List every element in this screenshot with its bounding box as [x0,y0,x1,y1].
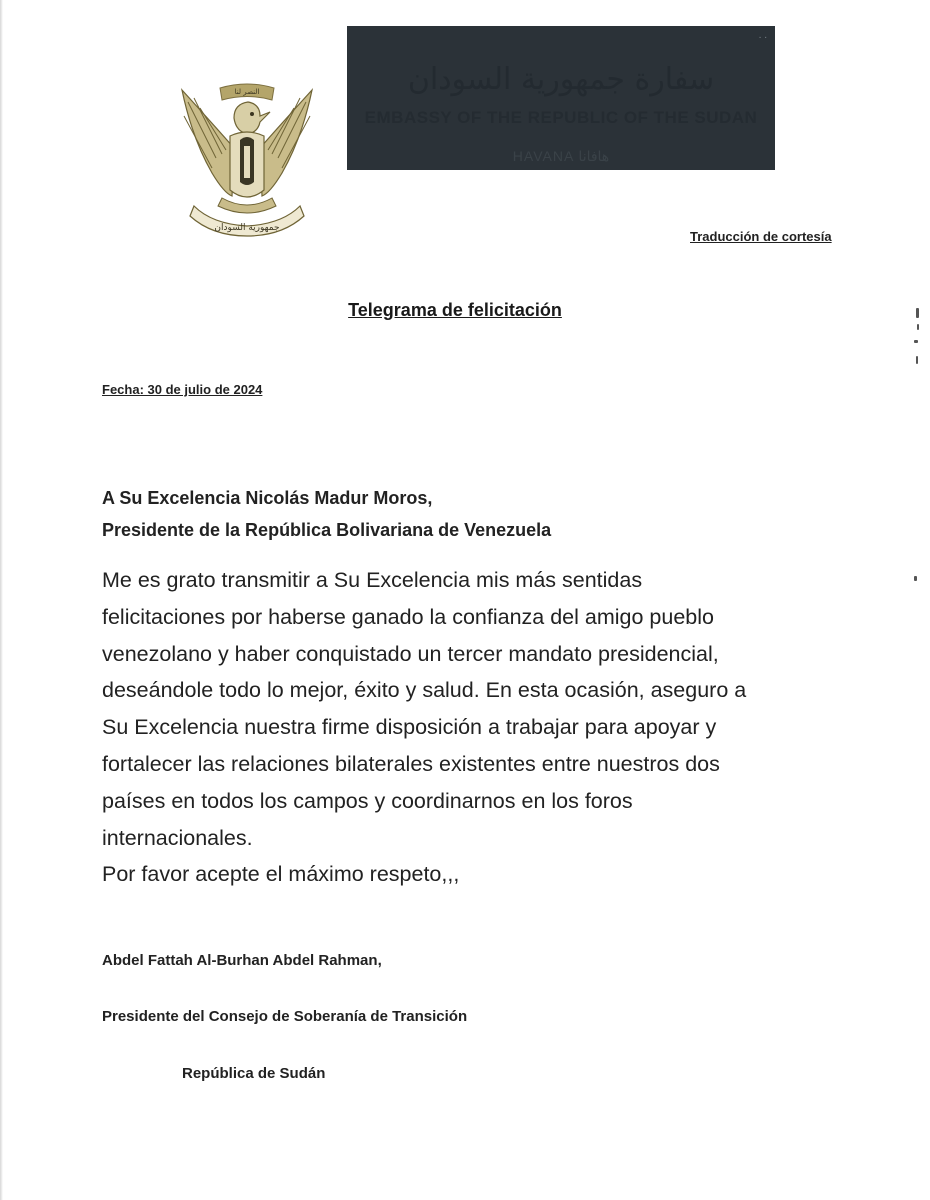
signer-title: Presidente del Consejo de Soberanía de Transición [102,1008,468,1025]
embassy-name-english: EMBASSY OF THE REPUBLIC OF THE SUDAN [364,108,758,127]
closing-line: Por favor acepte el máximo respeto,,, [102,862,460,887]
body-line: felicitaciones por haberse ganado la confianza del amigo pueblo [102,604,714,629]
scan-specks: ∙ ∙ [758,32,767,43]
scan-artifact [914,576,917,581]
body-line: Su Excelencia nuestra firme disposición a trabajar para apoyar y [102,715,717,740]
body-line: venezolano y haber conquistado un tercer mandato presidencial, [102,641,719,666]
recipient-block [102,482,551,546]
body-line: deseándole todo lo mejor, éxito y salud. En esta ocasión, aseguro a [102,678,747,703]
embassy-letterhead [347,26,775,170]
embassy-city: HAVANA هافانا [512,148,610,164]
scan-artifact [916,356,918,364]
signer-name: Abdel Fattah Al-Burhan Abdel Rahman, [102,952,382,969]
body-line: internacionales. [102,825,253,850]
courtesy-translation-note: Traducción de cortesía [690,229,832,244]
emblem-scroll-text: جمهورية السودان [214,223,280,233]
date-line: Fecha: 30 de julio de 2024 [102,382,263,397]
scan-artifact [916,308,919,318]
body-line: países en todos los campos y coordinarnos en los foros [102,788,633,813]
emblem-banner-text: النصر لنا [234,88,260,96]
signer-country: República de Sudán [182,1065,326,1082]
sudan-emblem [172,78,322,238]
message-body [102,562,862,893]
recipient-name: A Su Excelencia Nicolás Madur Moros, [102,488,433,508]
scan-artifact [914,340,918,343]
body-line: fortalecer las relaciones bilaterales existentes entre nuestros dos [102,751,720,776]
embassy-name-arabic: سفارة جمهورية السودان [407,62,715,97]
scan-artifact [917,324,919,330]
document-title: Telegrama de felicitación [348,300,562,320]
body-line: Me es grato transmitir a Su Excelencia mis más sentidas [102,568,643,592]
page-edge [0,0,3,1200]
recipient-title: Presidente de la República Bolivariana de Venezuela [102,520,552,540]
sudan-secretary-bird-emblem-icon [172,78,322,238]
